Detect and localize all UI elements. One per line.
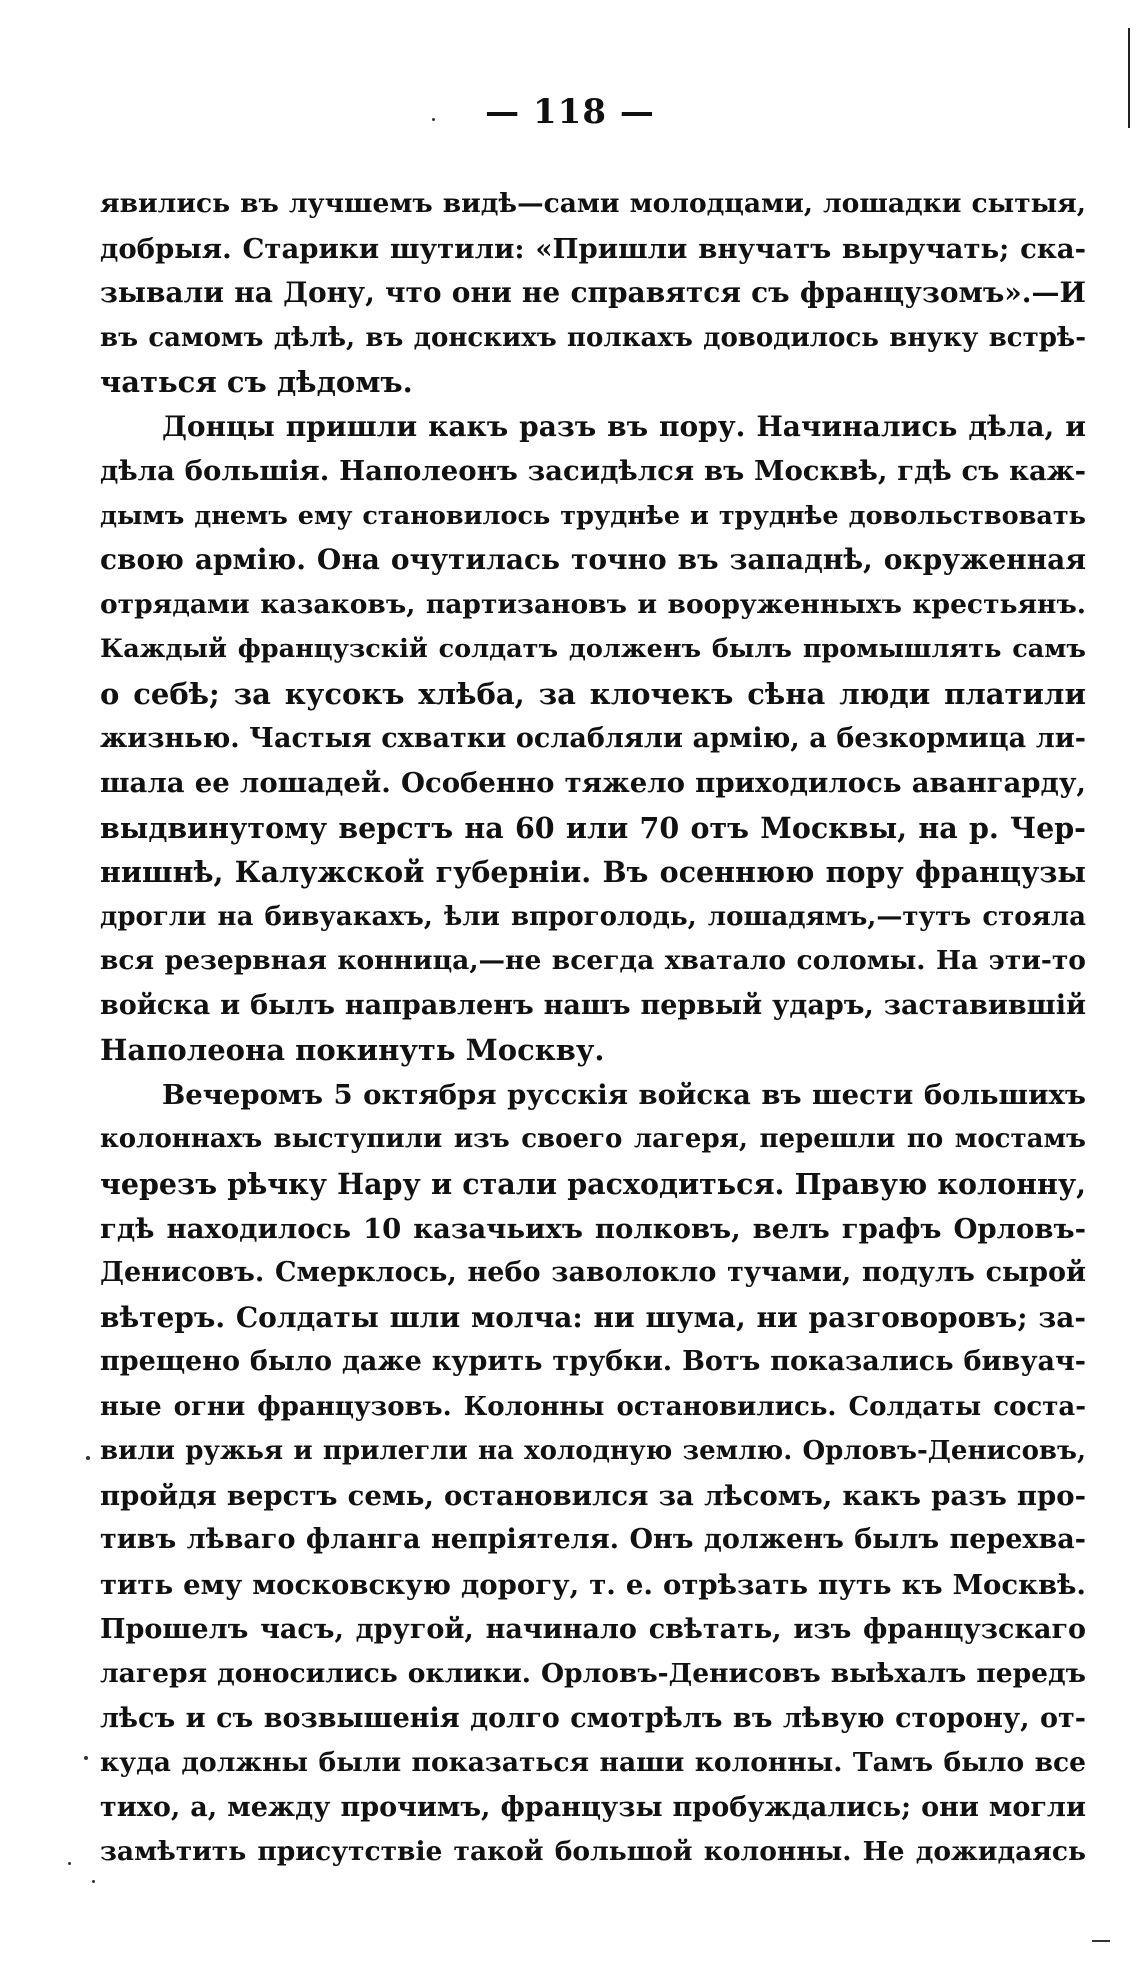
text-line: вили ружья и прилегли на холодную землю. Орловъ-Денисовъ, (100, 1436, 1086, 1467)
text-line: колоннахъ выступили изъ своего лагеря, перешли по мостамъ (100, 1124, 1086, 1155)
text-line: пройдя верстъ семь, остановился за лѣсомъ, какъ разъ про- (100, 1479, 1086, 1512)
text-line: о себѣ; за кусокъ хлѣба, за клочекъ сѣна люди платили (100, 677, 1086, 712)
text-line: гдѣ находилось 10 казачьихъ полковъ, велъ графъ Орловъ- (100, 1212, 1086, 1245)
text-line: чаться съ дѣдомъ. (100, 365, 413, 400)
text-line: тихо, а, между прочимъ, французы пробуждались; они могли (100, 1791, 1086, 1823)
scan-speck (92, 1880, 95, 1883)
text-line: прещено было даже курить трубки. Вотъ показались бивуач- (100, 1346, 1086, 1378)
scan-speck (84, 1756, 88, 1760)
scan-mark (1092, 1940, 1110, 1942)
text-line: дѣла большія. Наполеонъ засидѣлся въ Москвѣ, гдѣ съ каж- (100, 455, 1086, 488)
page-number: — 118 — (485, 92, 655, 132)
text-line: отрядами казаковъ, партизановъ и вооруженныхъ крестьянъ. (100, 588, 1086, 620)
text-line: вѣтеръ. Солдаты шли молча: ни шума, ни разговоровъ; за- (100, 1300, 1086, 1334)
text-line: въ самомъ дѣлѣ, въ донскихъ полкахъ доводилось внуку встрѣ- (100, 322, 1086, 353)
text-line: Наполеона покинуть Москву. (100, 1033, 605, 1068)
text-line: тивъ лѣваго фланга непріятеля. Онъ долженъ былъ перехва- (100, 1524, 1086, 1556)
text-line: черезъ рѣчку Нару и стали расходиться. Правую колонну, (100, 1167, 1086, 1202)
text-line: Прошелъ часъ, другой, начинало свѣтать, изъ французскаго (100, 1613, 1086, 1645)
text-line: шала ее лошадей. Особенно тяжело приходилось авангарду, (100, 767, 1086, 800)
text-line: куда должны были показаться наши колонны. Тамъ было все (100, 1747, 1086, 1779)
text-line: Денисовъ. Смерклось, небо заволокло тучами, подулъ сырой (100, 1257, 1086, 1289)
text-line: свою армію. Она очутилась точно въ западнѣ, окруженная (100, 543, 1086, 577)
text-line: тить ему московскую дорогу, т. е. отрѣзать путь къ Москвѣ. (100, 1568, 1086, 1601)
text-line: лѣсъ и съ возвышенія долго смотрѣлъ въ лѣвую сторону, от- (100, 1702, 1086, 1734)
text-line: ные огни французовъ. Колонны остановились. Солдаты соста- (100, 1391, 1086, 1422)
text-line: вся резервная конница,—не всегда хватало соломы. На эти-то (100, 945, 1086, 977)
text-line: дрогли на бивуакахъ, ѣли впроголодь, лошадямъ,—тутъ стояла (100, 901, 1086, 932)
text-line: Вечеромъ 5 октября русскія войска въ шести большихъ (162, 1078, 1086, 1111)
body-text (100, 182, 1086, 1875)
text-line: добрыя. Старики шутили: «Пришли внучатъ выручать; ска- (100, 232, 1086, 265)
text-line: выдвинутому верстъ на 60 или 70 отъ Москвы, на р. Чер- (100, 810, 1086, 845)
text-line: Каждый французскій солдатъ долженъ былъ промышлять самъ (100, 634, 1086, 665)
text-line: дымъ днемъ ему становилось труднѣе и труднѣе довольствовать (100, 500, 1086, 531)
text-line: Донцы пришли какъ разъ въ пору. Начинались дѣла, и (162, 409, 1086, 443)
scan-speck (68, 1862, 71, 1865)
text-line: явились въ лучшемъ видѣ—сами молодцами, лошадки сытыя, (100, 188, 1086, 219)
text-line: зывали на Дону, что они не справятся съ французомъ».—И (100, 276, 1086, 310)
text-line: жизнью. Частыя схватки ослабляли армію, а безкормица ли- (100, 722, 1086, 754)
text-line: замѣтить присутствіе такой большой колонны. Не дожидаясь (100, 1836, 1086, 1868)
text-line: нишнѣ, Калужской губерніи. Въ осеннюю пору французы (100, 855, 1086, 890)
text-line: войска и былъ направленъ нашъ первый ударъ, заставившій (100, 989, 1086, 1021)
scan-speck (86, 1456, 90, 1460)
scan-speck (432, 118, 435, 121)
text-line: лагеря доносились оклики. Орловъ-Денисовъ выѣхалъ передъ (100, 1658, 1086, 1690)
